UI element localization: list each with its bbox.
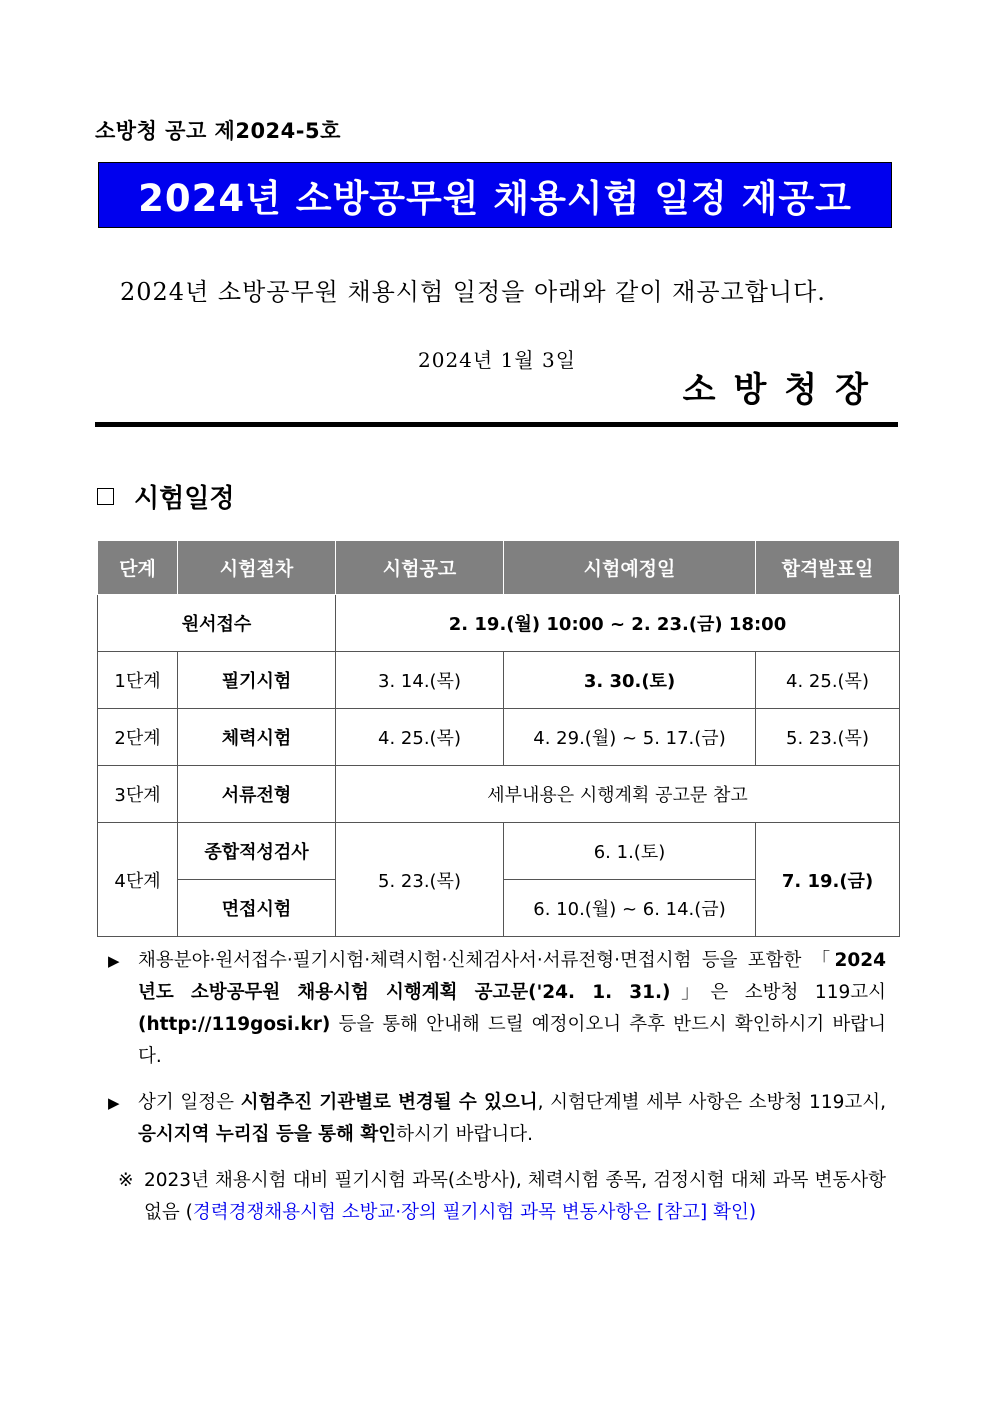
procedure-cell: 서류전형 — [178, 766, 336, 823]
table-header-row — [98, 541, 900, 595]
procedure-cell: 종합적성검사 — [178, 823, 336, 880]
table-row — [98, 709, 900, 766]
document-title: 2024년 소방공무원 채용시험 일정 재공고 — [138, 177, 852, 220]
section-heading — [97, 478, 234, 515]
bullet-bold-text: 응시지역 누리집 등을 통해 확인 — [138, 1124, 397, 1145]
stage-cell: 2단계 — [98, 709, 178, 766]
header-cell: 단계 — [98, 541, 178, 595]
header-cell: 시험예정일 — [504, 541, 756, 595]
bullet-text: 채용분야·원서접수·필기시험·체력시험·신체검사서·서류전형·면접시험 등을 포함한 「 — [138, 950, 835, 971]
signer: 소방청장 — [682, 370, 886, 410]
application-label: 원서접수 — [98, 595, 336, 652]
table-row — [98, 766, 900, 823]
exam-date-cell: 6. 1.(토) — [504, 823, 756, 880]
triangle-bullet-icon: ▶ — [108, 1094, 120, 1112]
bullet-text: 하시기 바랍니다. — [396, 1124, 533, 1145]
bullet-text: , 시험단계별 세부 사항은 소방청 119고시, — [537, 1092, 886, 1113]
bullet-text: 상기 일정은 — [138, 1092, 241, 1113]
url-text: (http://119gosi.kr) — [138, 1014, 331, 1035]
square-bullet-icon — [97, 488, 114, 505]
table-row-application — [98, 595, 900, 652]
note-highlight-text: 경력경쟁채용시험 소방교·장의 필기시험 과목 변동사항은 [참고] 확인) — [192, 1202, 757, 1223]
notice-number: 소방청 공고 제2024-5호 — [95, 119, 341, 143]
document-title-banner — [98, 162, 892, 228]
notice-cell: 3. 14.(목) — [336, 652, 504, 709]
reference-note — [104, 1165, 886, 1229]
result-cell: 4. 25.(목) — [756, 652, 900, 709]
notice-cell: 4. 25.(목) — [336, 709, 504, 766]
bullet-bold-text: 시험추진 기관별로 변경될 수 있으니 — [240, 1092, 538, 1113]
section-heading-label: 시험일정 — [134, 484, 235, 514]
bullet-item — [104, 1087, 886, 1151]
merged-note-cell: 세부내용은 시행계획 공고문 참고 — [336, 766, 900, 823]
procedure-cell: 면접시험 — [178, 880, 336, 937]
procedure-cell: 체력시험 — [178, 709, 336, 766]
stage-cell: 3단계 — [98, 766, 178, 823]
exam-date-cell: 4. 29.(월) ~ 5. 17.(금) — [504, 709, 756, 766]
exam-date-cell: 6. 10.(월) ~ 6. 14.(금) — [504, 880, 756, 937]
notice-cell: 5. 23.(목) — [336, 823, 504, 937]
bullet-text: 등을 통해 안내해 드릴 예정이오니 추후 반드시 확인하시기 바랍니다. — [138, 1014, 886, 1067]
table-row — [98, 823, 900, 880]
divider-rule — [95, 422, 898, 427]
bullet-text: 」은 소방청 119고시 — [670, 982, 886, 1003]
reference-mark-icon: ※ — [118, 1170, 134, 1191]
schedule-table — [97, 540, 900, 937]
intro-text: 2024년 소방공무원 채용시험 일정을 아래와 같이 재공고합니다. — [120, 278, 826, 306]
bullet-item — [104, 945, 886, 1073]
note-text: 2023년 채용시험 대비 필기시험 과목(소방사), 체력시험 종목, 검정시험 대체 과목 변동사항 없음 ( — [144, 1170, 886, 1223]
bullet-bold-text: 2024년도 소방공무원 채용시험 시행계획 공고문('24. 1. 31.) — [138, 950, 886, 1003]
result-cell: 5. 23.(목) — [756, 709, 900, 766]
header-cell: 시험공고 — [336, 541, 504, 595]
exam-date-cell: 3. 30.(토) — [504, 652, 756, 709]
stage-cell: 4단계 — [98, 823, 178, 937]
stage-cell: 1단계 — [98, 652, 178, 709]
triangle-bullet-icon: ▶ — [108, 952, 120, 970]
table-row — [98, 652, 900, 709]
application-period: 2. 19.(월) 10:00 ~ 2. 23.(금) 18:00 — [336, 595, 900, 652]
notice-date: 2024년 1월 3일 — [418, 348, 577, 372]
header-cell: 합격발표일 — [756, 541, 900, 595]
notes-section — [104, 945, 886, 1229]
result-cell: 7. 19.(금) — [756, 823, 900, 937]
procedure-cell: 필기시험 — [178, 652, 336, 709]
header-cell: 시험절차 — [178, 541, 336, 595]
